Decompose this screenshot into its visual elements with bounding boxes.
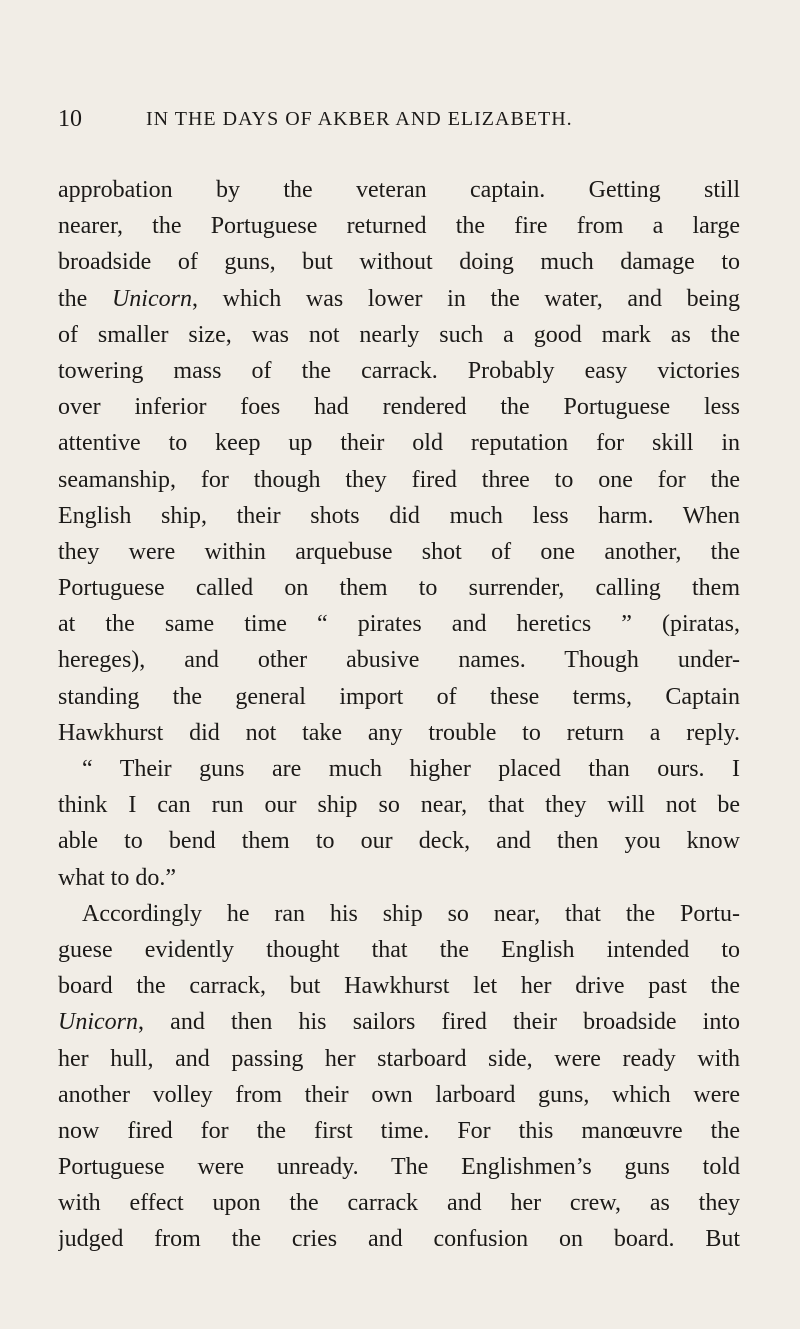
text-line: Portuguese were unready. The Englishmen’s guns told <box>58 1154 740 1181</box>
text-line: approbation by the veteran captain. Getting still <box>58 177 740 203</box>
text-line: Hawkhurst did not take any trouble to return a reply. <box>58 719 740 746</box>
text-line: English ship, their shots did much less harm. When <box>58 502 740 529</box>
text-line: “ Their guns are much higher placed than ours. I <box>82 756 740 782</box>
text-line: now fired for the first time. For this manœuvre the <box>58 1117 740 1144</box>
text-line: Accordingly he ran his ship so near, that the Portu- <box>82 900 740 927</box>
ship-name-italic: Unicorn <box>111 285 192 312</box>
body-text <box>58 172 740 1258</box>
ship-name-italic: Unicorn <box>58 1009 138 1036</box>
running-head <box>58 106 740 146</box>
text-line: able to bend them to our deck, and then you know <box>58 828 740 855</box>
text-line: nearer, the Portuguese returned the fire from a large <box>58 213 740 240</box>
text-line: seamanship, for though they fired three to one for the <box>58 466 740 493</box>
text-line: Portuguese called on them to surrender, calling them <box>58 575 740 602</box>
page-number: 10 <box>58 106 82 132</box>
text-line: what to do.” <box>58 864 176 891</box>
text-line: judged from the cries and confusion on board. But <box>58 1226 740 1253</box>
book-page <box>58 106 740 1253</box>
text-line: hereges), and other abusive names. Though under- <box>58 647 740 674</box>
text-line: of smaller size, was not nearly such a good mark as the <box>58 321 740 348</box>
text-line: at the same time “ pirates and heretics ” (piratas, <box>58 611 740 638</box>
text-segment: the <box>58 285 112 312</box>
text-segment: , which was lower in the water, and being <box>191 285 740 312</box>
text-line: another volley from their own larboard guns, which were <box>58 1081 740 1108</box>
text-line: they were within arquebuse shot of one another, the <box>58 538 740 565</box>
running-title: IN THE DAYS OF AKBER AND ELIZABETH. <box>146 108 573 130</box>
text-line: guese evidently thought that the English intended to <box>58 936 740 963</box>
text-line: with effect upon the carrack and her crew, as they <box>58 1190 740 1217</box>
text-line: her hull, and passing her starboard side, were ready with <box>58 1045 740 1072</box>
text-line: think I can run our ship so near, that they will not be <box>58 792 740 819</box>
text-line: standing the general import of these terms, Captain <box>58 683 740 710</box>
text-segment: , and then his sailors fired their broadside into <box>138 1009 740 1036</box>
text-line: over inferior foes had rendered the Portuguese less <box>58 394 740 421</box>
text-line: towering mass of the carrack. Probably easy victories <box>58 357 740 384</box>
text-line <box>58 1004 740 1040</box>
text-line: attentive to keep up their old reputation for skill in <box>58 430 740 457</box>
text-line: broadside of guns, but without doing much damage to <box>58 249 740 276</box>
text-line: board the carrack, but Hawkhurst let her drive past the <box>58 973 740 1000</box>
text-line <box>58 281 740 317</box>
